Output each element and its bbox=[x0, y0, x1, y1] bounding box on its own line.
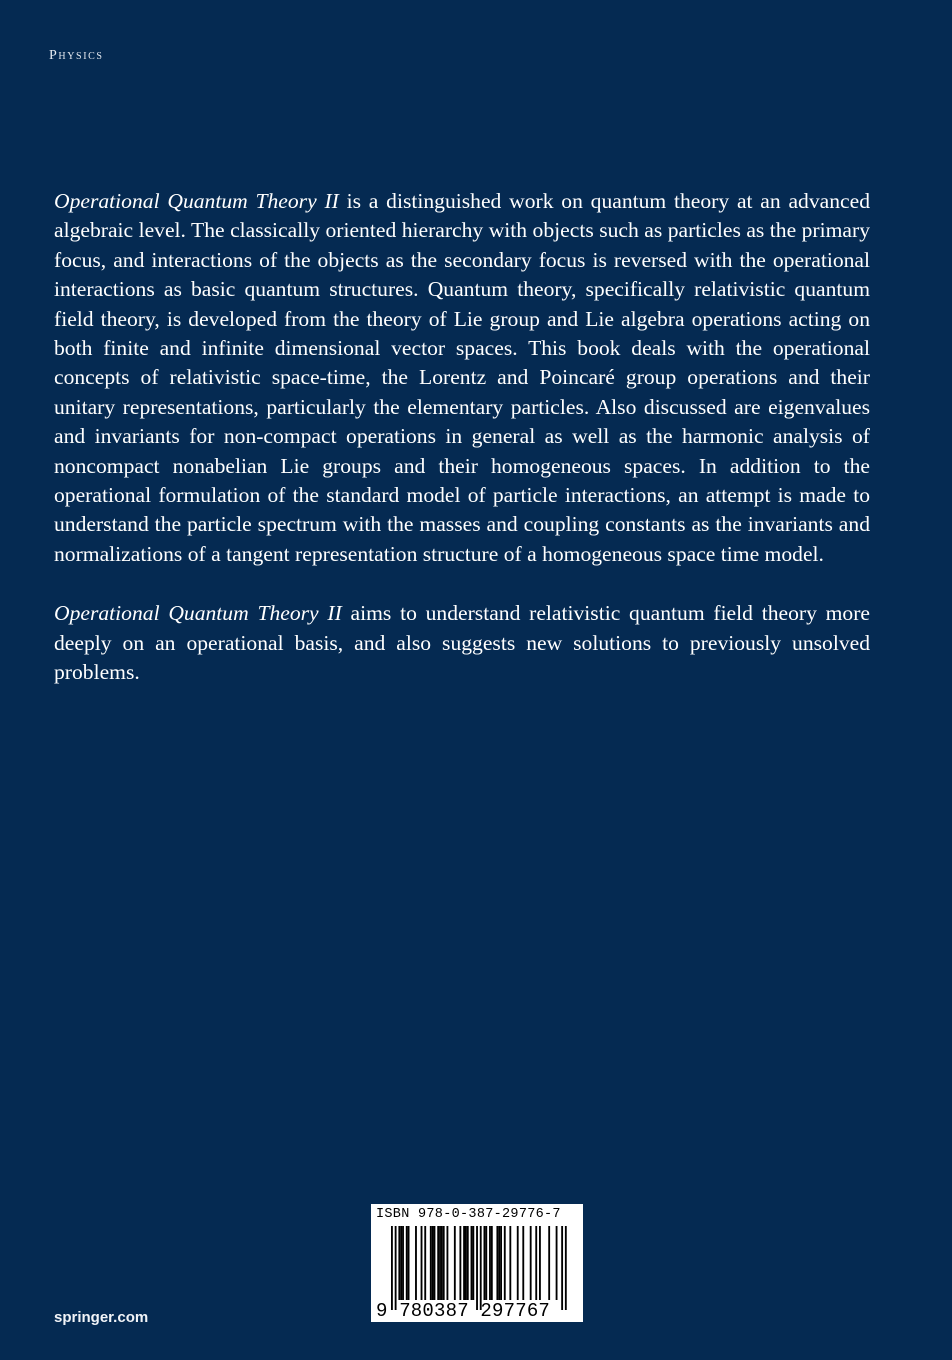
blurb-paragraph-2 bbox=[54, 599, 870, 687]
barcode-bar bbox=[443, 1226, 445, 1300]
barcode-bar bbox=[395, 1226, 397, 1310]
barcode-bar bbox=[530, 1226, 532, 1300]
paragraph-2-text: aims to understand relativistic quantum field theory more deeply on an operational basis, and also suggests new solutions to previously unsolved problems. bbox=[54, 601, 870, 685]
book-title: Operational Quantum Theory II bbox=[54, 601, 342, 626]
barcode-bar bbox=[406, 1226, 408, 1300]
barcode-bar bbox=[421, 1226, 423, 1300]
category-label: Physics bbox=[49, 48, 104, 63]
barcode-bar bbox=[476, 1226, 478, 1310]
barcode-bar bbox=[509, 1226, 511, 1300]
isbn-label: ISBN 978-0-387-29776-7 bbox=[376, 1207, 561, 1222]
barcode-bar bbox=[491, 1226, 493, 1300]
barcode-bar bbox=[561, 1226, 563, 1310]
barcode-bar bbox=[454, 1226, 456, 1300]
barcode-bar bbox=[402, 1226, 404, 1300]
barcode-bar bbox=[485, 1226, 487, 1300]
barcode-bar bbox=[472, 1226, 474, 1300]
barcode-bar bbox=[400, 1226, 402, 1300]
barcode-bar bbox=[480, 1226, 482, 1310]
barcode-bar bbox=[467, 1226, 469, 1300]
barcode-bar bbox=[504, 1226, 506, 1300]
barcode-bar bbox=[391, 1226, 393, 1310]
barcode-bar bbox=[465, 1226, 467, 1300]
book-title: Operational Quantum Theory II bbox=[54, 189, 339, 213]
barcode-bar bbox=[463, 1226, 465, 1300]
barcode-bar bbox=[398, 1226, 400, 1300]
barcode-bar bbox=[517, 1226, 519, 1300]
blurb-paragraph-1 bbox=[54, 187, 870, 569]
isbn-barcode bbox=[371, 1204, 583, 1322]
ean-digits: 9 780387 297767 bbox=[376, 1300, 551, 1322]
barcode-bar bbox=[437, 1226, 439, 1300]
barcode-bar bbox=[439, 1226, 441, 1300]
barcode-bar bbox=[500, 1226, 502, 1300]
barcode-bar bbox=[565, 1226, 567, 1310]
barcode-bar bbox=[535, 1226, 537, 1300]
barcode-bar bbox=[447, 1226, 449, 1300]
barcode-bar bbox=[441, 1226, 443, 1300]
barcode-bar bbox=[496, 1226, 498, 1300]
barcode-bar bbox=[432, 1226, 434, 1300]
barcode-bar bbox=[430, 1226, 432, 1300]
barcode-bar bbox=[556, 1226, 558, 1300]
barcode-bar bbox=[424, 1226, 426, 1300]
barcode-bar bbox=[471, 1226, 473, 1300]
back-cover-blurb bbox=[54, 187, 870, 688]
paragraph-1-text: is a distinguished work on quantum theory at an advanced algebraic level. The classically oriented hierarchy with objects such as particles as the primary focus, and interactions of the objects as the secondary focus is reversed with the operational interactions as basic quantum structures. Quantum theory, specifically relativistic quantum field theory, is developed from the theory of Lie group and Lie algebra operations acting on both finite and infinite dimensional vector spaces. This book deals with the operational concepts of relativistic space-time, the Lorentz and Poincaré group operations and their unitary representations, particularly the elementary particles. Also discussed are eigenvalues and invariants for non-compact operations in general as well as the harmonic analysis of noncompact nonabelian Lie groups and their homogeneous spaces. In addition to the operational formulation of the standard model of particle interactions, an attempt is made to understand the particle spectrum with the masses and coupling constants as the invariants and normalizations of a tangent representation structure of a homogeneous space time model. bbox=[54, 189, 870, 566]
barcode-bar bbox=[459, 1226, 461, 1300]
publisher-url: springer.com bbox=[54, 1309, 149, 1326]
barcode-bar bbox=[489, 1226, 491, 1300]
barcode-bar bbox=[522, 1226, 524, 1300]
barcode-bar bbox=[408, 1226, 410, 1300]
barcode-bar bbox=[539, 1226, 541, 1300]
barcode-bar bbox=[434, 1226, 436, 1300]
barcode-bar bbox=[498, 1226, 500, 1300]
barcode-bar bbox=[484, 1226, 486, 1300]
barcode-bar bbox=[548, 1226, 550, 1300]
barcode-bar bbox=[415, 1226, 417, 1300]
